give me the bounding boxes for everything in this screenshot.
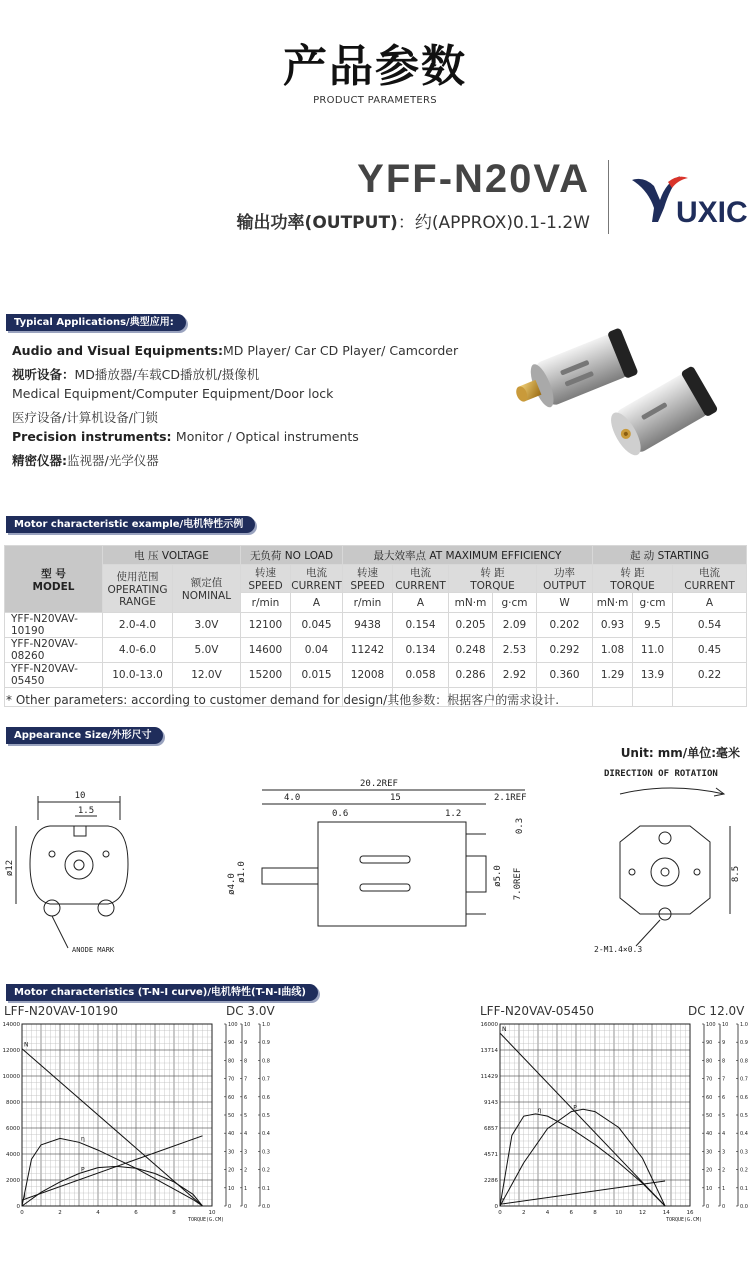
series-label: η [537, 1106, 542, 1114]
aux-tick-label: 0.0 [740, 1204, 748, 1210]
aux-tick-label: 100 [228, 1022, 238, 1028]
unit-cell: W [537, 593, 593, 613]
aux-tick-label: 3 [244, 1149, 248, 1156]
aux-tick-label: 0 [706, 1204, 710, 1210]
series-label: P [573, 1104, 577, 1112]
aux-tick-label: 60 [706, 1094, 713, 1101]
series-label: N [24, 1041, 29, 1049]
aux-tick-label: 0.3 [740, 1149, 748, 1156]
aux-tick-label: 80 [228, 1058, 235, 1065]
th-current-1: 电流 CURRENT [291, 565, 343, 593]
x-tick-label: 6 [134, 1210, 138, 1216]
svg-text:20.2REF: 20.2REF [360, 779, 398, 789]
side-view [227, 779, 527, 926]
output-value: ：约(APPROX)0.1-1.2W [397, 213, 590, 233]
aux-tick-label: 0.6 [740, 1094, 748, 1101]
aux-tick-label: 0.7 [740, 1076, 748, 1083]
aux-tick-label: 9 [244, 1040, 248, 1047]
y-tick-label: 2286 [484, 1178, 498, 1184]
aux-tick-label: 1 [244, 1185, 248, 1192]
svg-text:ø5.0: ø5.0 [493, 865, 503, 887]
svg-text:2.1REF: 2.1REF [494, 793, 527, 803]
model-name: YFF-N20VA [357, 157, 590, 201]
page-title: 产品参数 [283, 41, 467, 92]
th-op-range: 使用范围 OPERATING RANGE [103, 565, 173, 613]
x-tick-label: 8 [172, 1210, 176, 1216]
th-maxeff: 最大效率点 AT MAXIMUM EFFICIENCY [343, 546, 593, 565]
aux-tick-label: 0.8 [262, 1058, 270, 1065]
unit-cell: g·cm [633, 593, 673, 613]
y-tick-label: 6857 [484, 1126, 498, 1132]
appearance-tag: Appearance Size/外形尺寸 [6, 727, 163, 744]
unit-cell: A [291, 593, 343, 613]
y-tick-label: 2000 [6, 1178, 20, 1184]
aux-tick-label: 0.2 [740, 1167, 748, 1174]
svg-text:ANODE MARK: ANODE MARK [72, 946, 115, 954]
th-current-3: 电流 CURRENT [673, 565, 747, 593]
table-row: YFF-N20VAV-10190 2.0-4.0 3.0V 12100 0.045 9438 0.154 0.205 2.09 0.202 0.93 9.5 0.54 [5, 613, 747, 638]
aux-tick-label: 5 [244, 1113, 248, 1119]
aux-tick-label: 100 [706, 1022, 716, 1028]
aux-tick-label: 0.5 [740, 1113, 748, 1119]
unit-cell: A [393, 593, 449, 613]
th-model: 型 号 MODEL [5, 546, 103, 613]
aux-tick-label: 0 [722, 1204, 726, 1210]
characteristic-tag: Motor characteristic example/电机特性示例 [6, 516, 255, 533]
unit-cell: r/min [241, 593, 291, 613]
unit-cell: mN·m [593, 593, 633, 613]
motor-photo [510, 318, 730, 458]
aux-tick-label: 0.1 [740, 1185, 748, 1192]
th-torque-2: 转 距 TORQUE [593, 565, 673, 593]
svg-text:15: 15 [390, 793, 401, 803]
aux-tick-label: 1.0 [740, 1022, 748, 1028]
aux-tick-label: 0.4 [262, 1131, 270, 1138]
dimension-drawing [0, 760, 750, 970]
brand-logo [628, 172, 750, 228]
aux-tick-label: 80 [706, 1058, 713, 1065]
aux-tick-label: 1 [722, 1185, 726, 1192]
rear-view [594, 769, 741, 954]
x-tick-label: 2 [58, 1210, 62, 1216]
aux-tick-label: 70 [228, 1076, 235, 1083]
th-voltage: 电 压 VOLTAGE [103, 546, 241, 565]
aux-tick-label: 10 [706, 1185, 713, 1192]
unit-cell: mN·m [449, 593, 493, 613]
y-tick-label: 4571 [484, 1152, 498, 1158]
y-tick-label: 8000 [6, 1100, 20, 1106]
series-label: P [81, 1166, 85, 1174]
th-current-2: 电流 CURRENT [393, 565, 449, 593]
svg-text:1.5: 1.5 [77, 806, 95, 816]
aux-tick-label: 0.2 [262, 1167, 270, 1174]
footnote: * Other parameters: according to customer demand for design/其他参数：根据客户的需求设计. [6, 693, 560, 707]
unit-label: Unit: mm/单位:毫米 [620, 746, 740, 760]
x-tick-label: 10 [208, 1210, 216, 1216]
chart2-subtitle: DC 12.0V [688, 1004, 745, 1018]
curves-tag: Motor characteristics (T-N-I curve)/电机特性(T-N-I曲线) [6, 984, 318, 1001]
x-tick-label: 14 [662, 1210, 670, 1216]
svg-text:2-M1.4×0.3: 2-M1.4×0.3 [594, 945, 643, 954]
svg-text:ø12: ø12 [5, 859, 15, 877]
output-spec [237, 208, 590, 233]
aux-tick-label: 1.0 [262, 1022, 270, 1028]
th-nominal: 额定值 NOMINAL [173, 565, 241, 613]
th-speed-2: 转速 SPEED [343, 565, 393, 593]
chart-2 [478, 1018, 750, 1228]
y-tick-label: 13714 [480, 1048, 498, 1054]
app-line-2: 视听设备：MD播放器/车载CD播放机/摄像机 [12, 367, 260, 382]
series-label: η [81, 1135, 85, 1143]
series-label: I [502, 1197, 504, 1205]
x-tick-label: 4 [545, 1210, 550, 1216]
aux-tick-label: 30 [706, 1149, 713, 1156]
aux-tick-label: 20 [706, 1167, 713, 1174]
aux-tick-label: 0.0 [262, 1204, 270, 1210]
table-row: YFF-N20VAV-05450 10.0-13.0 12.0V 15200 0.015 12008 0.058 0.286 2.92 0.360 1.29 13.9 0.22 [5, 663, 747, 688]
aux-tick-label: 10 [244, 1022, 251, 1028]
aux-tick-label: 0.7 [262, 1076, 270, 1083]
aux-tick-label: 20 [228, 1167, 235, 1174]
y-tick-label: 0 [494, 1204, 498, 1210]
x-axis-label: TORQUE(G.CM) [187, 1217, 225, 1223]
output-label: 输出功率(OUTPUT) [236, 213, 398, 233]
svg-text:4.0: 4.0 [284, 793, 301, 803]
aux-tick-label: 8 [722, 1058, 726, 1065]
aux-tick-label: 10 [228, 1185, 235, 1192]
y-tick-label: 14000 [2, 1022, 20, 1028]
aux-tick-label: 40 [228, 1131, 235, 1138]
app-line-6: 精密仪器:监视器/光学仪器 [12, 453, 159, 468]
series-I [500, 1181, 665, 1204]
series-label: N [502, 1026, 507, 1034]
aux-tick-label: 0.9 [262, 1040, 270, 1047]
aux-tick-label: 7 [722, 1076, 726, 1083]
aux-tick-label: 2 [722, 1167, 726, 1174]
aux-tick-label: 30 [228, 1149, 235, 1156]
y-tick-label: 12000 [2, 1048, 20, 1054]
svg-text:UXIC: UXIC [676, 196, 748, 228]
y-tick-label: 9143 [484, 1100, 498, 1106]
chart1-title: LFF-N20VAV-10190 [4, 1004, 118, 1018]
aux-tick-label: 70 [706, 1076, 713, 1083]
y-tick-label: 16000 [480, 1022, 498, 1028]
aux-tick-label: 90 [706, 1040, 713, 1047]
unit-cell: g·cm [493, 593, 537, 613]
aux-tick-label: 4 [722, 1131, 726, 1138]
aux-tick-label: 0.3 [262, 1149, 270, 1156]
th-output: 功率 OUTPUT [537, 565, 593, 593]
svg-text:8.5: 8.5 [731, 865, 741, 883]
svg-text:0.6: 0.6 [332, 809, 349, 819]
aux-tick-label: 60 [228, 1094, 235, 1101]
y-tick-label: 11429 [480, 1074, 498, 1080]
x-tick-label: 10 [615, 1210, 623, 1216]
aux-tick-label: 0.4 [740, 1131, 748, 1138]
aux-tick-label: 50 [706, 1113, 713, 1119]
aux-tick-label: 0 [228, 1204, 232, 1210]
svg-text:DIRECTION OF ROTATION: DIRECTION OF ROTATION [604, 769, 718, 779]
unit-cell: r/min [343, 593, 393, 613]
aux-tick-label: 10 [722, 1022, 729, 1028]
x-tick-label: 6 [569, 1210, 573, 1216]
aux-tick-label: 90 [228, 1040, 235, 1047]
chart1-subtitle: DC 3.0V [226, 1004, 275, 1018]
table-row: YFF-N20VAV-08260 4.0-6.0 5.0V 14600 0.04 11242 0.134 0.248 2.53 0.292 1.08 11.0 0.45 [5, 638, 747, 663]
x-tick-label: 2 [522, 1210, 526, 1216]
header-divider [608, 160, 609, 234]
aux-tick-label: 6 [244, 1094, 248, 1101]
aux-tick-label: 6 [722, 1094, 726, 1101]
series-label: I [24, 1193, 26, 1201]
unit-cell: A [673, 593, 747, 613]
chart-1 [0, 1018, 270, 1228]
chart2-title: LFF-N20VAV-05450 [480, 1004, 594, 1018]
y-tick-label: 0 [16, 1204, 20, 1210]
th-starting: 起 动 STARTING [593, 546, 747, 565]
svg-text:7.0REF: 7.0REF [513, 867, 523, 901]
aux-tick-label: 5 [722, 1113, 726, 1119]
aux-tick-label: 4 [244, 1131, 248, 1138]
y-tick-label: 10000 [2, 1074, 20, 1080]
th-torque-1: 转 距 TORQUE [449, 565, 537, 593]
app-line-1: Audio and Visual Equipments:MD Player/ Car CD Player/ Camcorder [12, 343, 459, 358]
x-tick-label: 0 [20, 1210, 24, 1216]
th-speed-1: 转速 SPEED [241, 565, 291, 593]
aux-tick-label: 9 [722, 1040, 726, 1047]
applications-tag: Typical Applications/典型应用: [6, 314, 186, 331]
aux-tick-label: 50 [228, 1113, 235, 1119]
spec-table [4, 545, 747, 707]
app-line-3: Medical Equipment/Computer Equipment/Door lock [12, 386, 334, 401]
svg-text:ø1.0: ø1.0 [237, 861, 247, 883]
aux-tick-label: 3 [722, 1149, 726, 1156]
front-view [5, 791, 128, 954]
aux-tick-label: 0.5 [262, 1113, 270, 1119]
y-tick-label: 4000 [6, 1152, 20, 1158]
aux-tick-label: 0.1 [262, 1185, 270, 1192]
aux-tick-label: 0 [244, 1204, 248, 1210]
x-tick-label: 8 [593, 1210, 597, 1216]
x-tick-label: 0 [498, 1210, 502, 1216]
aux-tick-label: 0.9 [740, 1040, 748, 1047]
aux-tick-label: 40 [706, 1131, 713, 1138]
svg-text:0.3: 0.3 [515, 817, 525, 835]
th-noload: 无负荷 NO LOAD [241, 546, 343, 565]
x-tick-label: 4 [96, 1210, 100, 1216]
page-subtitle: PRODUCT PARAMETERS [313, 95, 437, 106]
aux-tick-label: 7 [244, 1076, 248, 1083]
x-axis-label: TORQUE(G.CM) [665, 1217, 703, 1223]
svg-text:10: 10 [74, 791, 86, 801]
aux-tick-label: 0.6 [262, 1094, 270, 1101]
series-P [500, 1106, 665, 1206]
app-line-4: 医疗设备/计算机设备/门锁 [12, 410, 158, 425]
svg-text:1.2: 1.2 [445, 809, 462, 819]
x-tick-label: 16 [686, 1210, 694, 1216]
y-tick-label: 6000 [6, 1126, 20, 1132]
aux-tick-label: 8 [244, 1058, 248, 1065]
app-line-5: Precision instruments: Monitor / Optical instruments [12, 429, 359, 444]
svg-text:ø4.0: ø4.0 [227, 873, 237, 895]
aux-tick-label: 0.8 [740, 1058, 748, 1065]
aux-tick-label: 2 [244, 1167, 248, 1174]
x-tick-label: 12 [639, 1210, 646, 1216]
